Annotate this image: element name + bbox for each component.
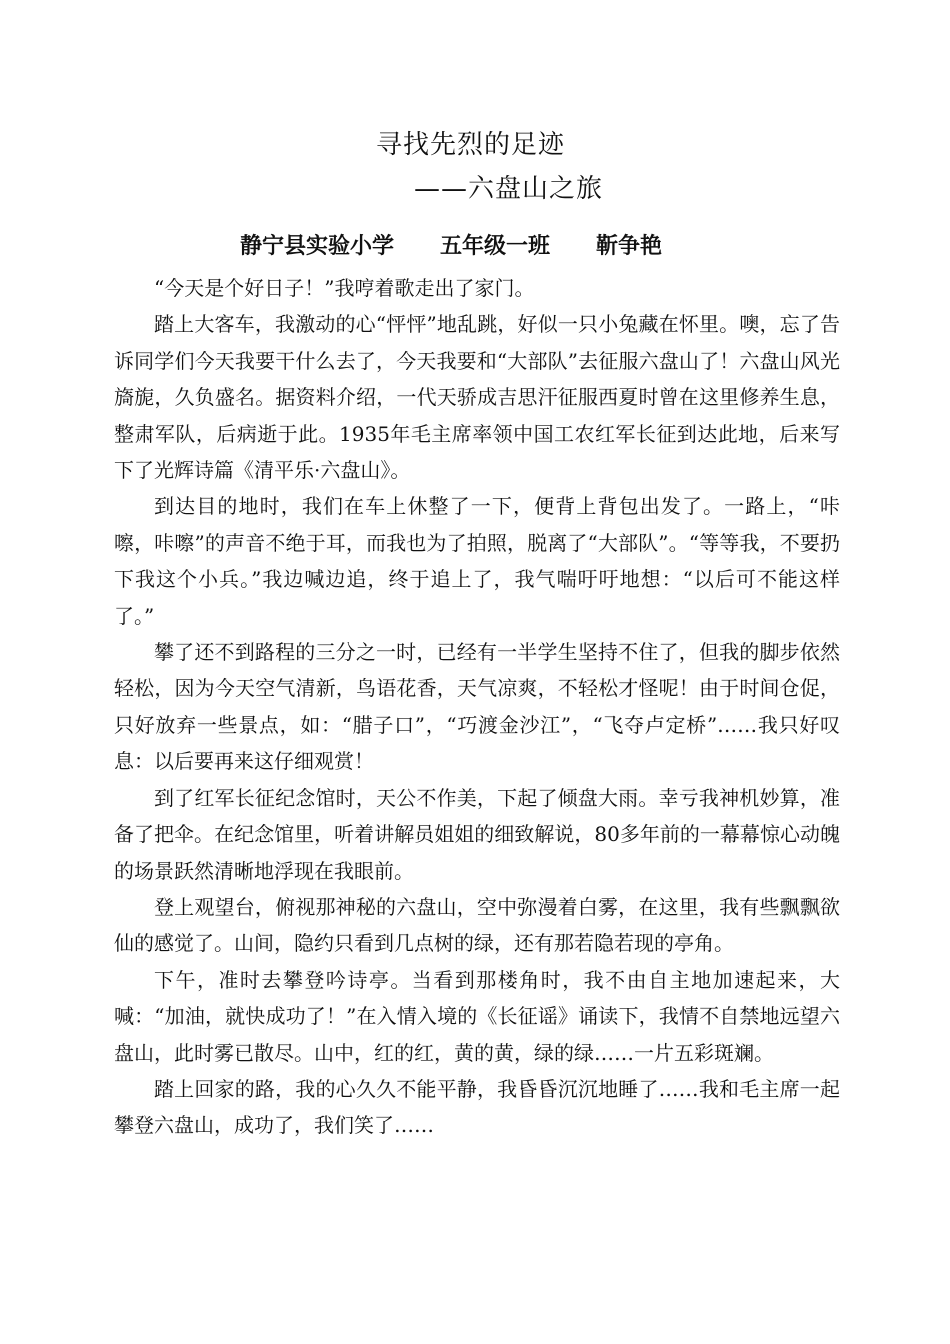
paragraph: 到了红军长征纪念馆时，天公不作美，下起了倾盘大雨。幸亏我神机妙算，准备了把伞。在纪念馆里，听着讲解员姐姐的细致解说，80多年前的一幕幕惊心动魄的场景跃然清晰地浮现在我眼前。: [114, 785, 840, 883]
paragraph: 踏上大客车，我激动的心“怦怦”地乱跳，好似一只小兔藏在怀里。噢，忘了告诉同学们今天我要干什么去了，今天我要和“大部队”去征服六盘山了！六盘山风光旖旎，久负盛名。据资料介绍，一代天骄成吉思汗征服西夏时曾在这里修养生息，整肃军队，后病逝于此。1935年毛主席率领中国工农红军长征到达此地，后来写下了光辉诗篇《清平乐·六盘山》。: [114, 312, 840, 483]
byline-class: 五年级一班: [440, 233, 551, 259]
paragraph: 到达目的地时，我们在车上休整了一下，便背上背包出发了。一路上，“咔嚓，咔嚓”的声音不绝于耳，而我也为了拍照，脱离了“大部队”。“等等我，不要扔下我这个小兵。”我边喊边追，终于追上了，我气喘吁吁地想：“以后可不能这样了。”: [114, 494, 840, 628]
author-byline: [240, 228, 662, 264]
paragraph: 下午，准时去攀登吟诗亭。当看到那楼角时，我不由自主地加速起来，大喊：“加油，就快成功了！”在入情入境的《长征谣》诵读下，我情不自禁地远望六盘山，此时雾已散尽。山中，红的红，黄的黄，绿的绿……一片五彩斑斓。: [114, 967, 840, 1065]
paragraph: “今天是个好日子！”我哼着歌走出了家门。: [154, 276, 535, 300]
paragraph: 登上观望台，俯视那神秘的六盘山，空中弥漫着白雾，在这里，我有些飘飘欲仙的感觉了。山间，隐约只看到几点树的绿，还有那若隐若现的亭角。: [114, 894, 840, 956]
byline-author: 靳争艳: [596, 233, 663, 259]
byline-school: 静宁县实验小学: [240, 233, 395, 259]
document-subtitle: ——六盘山之旅: [414, 174, 604, 204]
paragraph: 攀了还不到路程的三分之一时，已经有一半学生坚持不住了，但我的脚步依然轻松，因为今天空气清新，鸟语花香，天气凉爽，不轻松才怪呢！由于时间仓促，只好放弃一些景点，如：“腊子口”，“巧渡金沙江”，“飞夺卢定桥”……我只好叹息：以后要再来这仔细观赏！: [114, 640, 840, 774]
article-body: [114, 270, 840, 1144]
paragraph: 踏上回家的路，我的心久久不能平静，我昏昏沉沉地睡了……我和毛主席一起攀登六盘山，成功了，我们笑了……: [114, 1076, 840, 1138]
document-title: 寻找先烈的足迹: [376, 130, 566, 160]
